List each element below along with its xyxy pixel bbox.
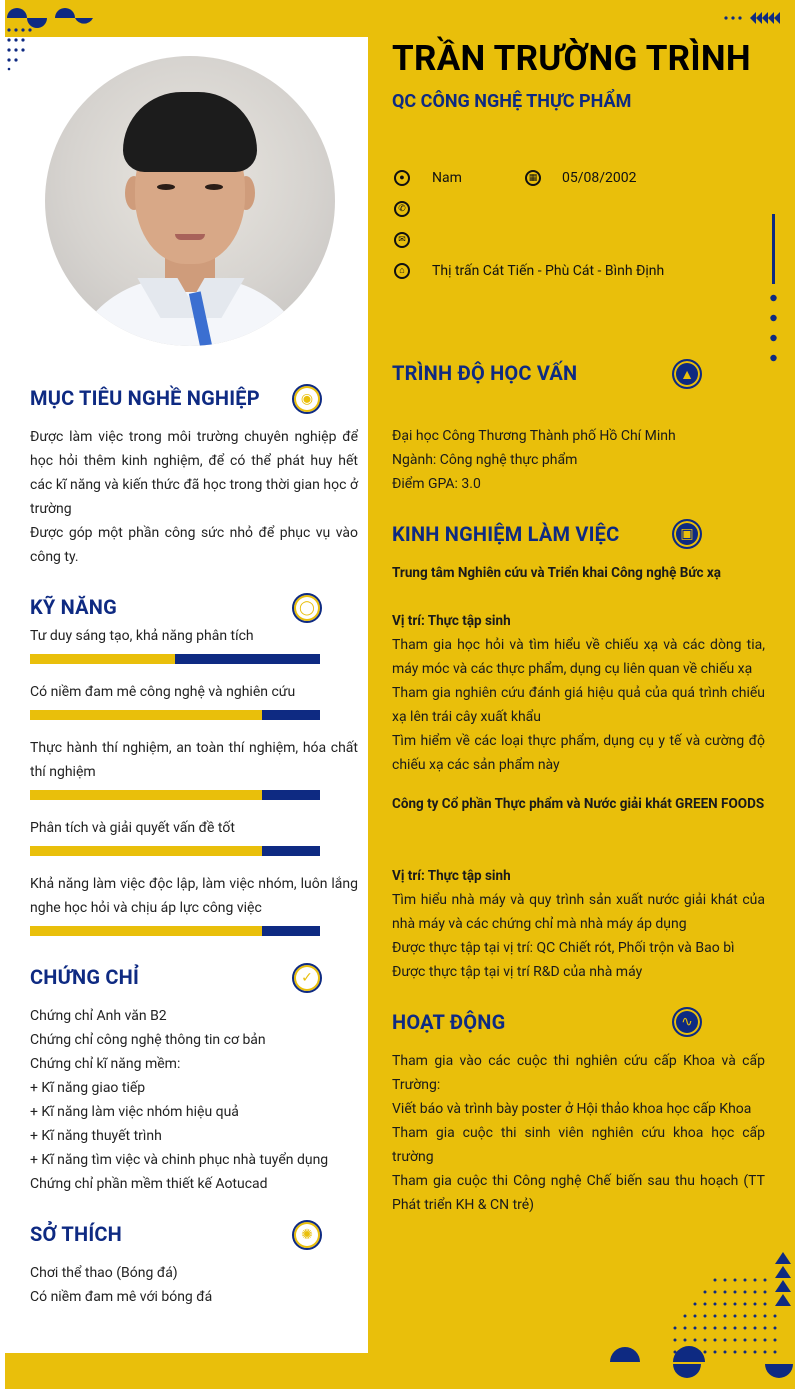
skill-label: Tư duy sáng tạo, khả năng phân tích [30,628,254,644]
experience-job [392,561,765,585]
list-item: Viết báo và trình bày poster ở Hội thảo khoa học cấp Khoa [392,1101,752,1117]
experience-heading: KINH NGHIỆM LÀM VIỆC [392,522,620,546]
list-item: + Kĩ năng thuyết trình [30,1128,162,1144]
skill-label: Khả năng làm việc độc lập, làm việc nhóm, luôn lắng nghe học hỏi và chịu áp lực công việc [30,876,358,916]
company-name: Trung tâm Nghiên cứu và Triển khai Công nghệ Bức xạ [392,565,722,581]
gender-value: Nam [432,170,462,186]
skill-bar [30,710,320,720]
list-item: Chơi thể thao (Bóng đá) [30,1265,178,1281]
birthday-value: 05/08/2002 [562,170,637,186]
address-value: Thị trấn Cát Tiến - Phù Cát - Bình Định [432,263,665,279]
task: Được thực tập tại vị trí: QC Chiết rót, Phối trộn và Bao bì [392,940,735,956]
decor-top-left [5,4,95,74]
activities-heading: HOẠT ĐỘNG [392,1010,506,1034]
certificates-list [30,1004,358,1196]
bottom-band [5,1353,368,1389]
list-item: Tham gia vào các cuộc thi nghiên cứu cấp Khoa và cấp Trường: [392,1053,765,1093]
user-icon: ● [394,170,410,186]
email-icon: ✉ [394,232,410,248]
gpa: Điểm GPA: 3.0 [392,476,481,492]
decor-right-line [766,212,782,364]
lightbulb-icon: ◯ [292,593,322,623]
list-item: Chứng chỉ Anh văn B2 [30,1008,167,1024]
position: Vị trí: Thực tập sinh [392,868,511,884]
skill-label: Có niềm đam mê công nghệ và nghiên cứu [30,684,296,700]
task: Tham gia nghiên cứu đánh giá hiệu quả của quá trình chiếu xạ lên trái cây xuất khẩu [392,685,765,725]
home-icon: ⌂ [394,263,410,279]
phone-icon: ✆ [394,201,410,217]
list-item: Chứng chỉ công nghệ thông tin cơ bản [30,1032,266,1048]
briefcase-icon: ▣ [672,519,702,549]
list-item: + Kĩ năng làm việc nhóm hiệu quả [30,1104,239,1120]
list-item: Có niềm đam mê với bóng đá [30,1289,213,1305]
skill-bar [30,846,320,856]
major: Ngành: Công nghệ thực phẩm [392,452,578,468]
skill-bar [30,926,320,936]
skill-bar [30,654,320,664]
hobbies-list [30,1261,358,1309]
task: Được thực tập tại vị trí R&D của nhà máy [392,964,643,980]
certificates-heading: CHỨNG CHỈ [30,965,140,989]
education-details [392,424,765,496]
job-title: QC CÔNG NGHỆ THỰC PHẨM [392,91,632,112]
objective-heading: MỤC TIÊU NGHỀ NGHIỆP [30,386,260,410]
skills-heading: KỸ NĂNG [30,595,117,619]
list-item: Chứng chỉ phần mềm thiết kế Aotucad [30,1176,268,1192]
puzzle-icon: ✺ [292,1220,322,1250]
experience-job-details [392,609,765,777]
experience-job-details [392,864,765,984]
target-icon: ◉ [292,384,322,414]
list-item: + Kĩ năng giao tiếp [30,1080,146,1096]
objective-paragraph: Được làm việc trong môi trường chuyên nghiệp để học hỏi thêm kinh nghiệm, để có thể phát huy hết các kĩ năng và kiến thức đã học trong thời gian học ở trường [30,429,358,517]
list-item: Tham gia cuộc thi sinh viên nghiên cứu khoa học cấp trường [392,1125,765,1165]
education-heading: TRÌNH ĐỘ HỌC VẤN [392,361,578,385]
task: Tìm hiểm về các loại thực phẩm, dụng cụ y tế và cường độ chiếu xạ các sản phẩm này [392,733,765,773]
activities-list [392,1049,765,1217]
calendar-icon: ▦ [525,170,541,186]
list-item: + Kĩ năng tìm việc và chinh phục nhà tuyển dụng [30,1152,329,1168]
skill-label: Phân tích và giải quyết vấn đề tốt [30,820,235,836]
activity-pulse-icon: ∿ [672,1007,702,1037]
list-item: Tham gia cuộc thi Công nghệ Chế biến sau thu hoạch (TT Phát triển KH & CN trẻ) [392,1173,765,1213]
decor-top-right [722,10,782,26]
company-name: Công ty Cổ phần Thực phẩm và Nước giải khát GREEN FOODS [392,796,765,812]
skill-label: Thực hành thí nghiệm, an toàn thí nghiệm, hóa chất thí nghiệm [30,740,358,780]
hobbies-heading: SỞ THÍCH [30,1222,122,1246]
task: Tham gia học hỏi và tìm hiểu về chiếu xạ và các dòng tia, máy móc và các thực phẩm, dụng cụ liên quan về chiếu xạ [392,637,765,677]
school-name: Đại học Công Thương Thành phố Hồ Chí Minh [392,428,676,444]
list-item: Chứng chỉ kĩ năng mềm: [30,1056,181,1072]
task: Tìm hiểu nhà máy và quy trình sản xuất nước giải khát của nhà máy và các chứng chỉ mà nhà máy áp dụng [392,892,765,932]
position: Vị trí: Thực tập sinh [392,613,511,629]
badge-icon: ✓ [292,963,322,993]
candidate-name: TRẦN TRƯỜNG TRÌNH [392,38,751,79]
graduation-cap-icon: ▲ [672,359,702,389]
decor-bottom-right [605,1250,800,1389]
objective-text [30,425,358,569]
profile-photo [45,56,335,346]
skill-bar [30,790,320,800]
objective-paragraph: Được góp một phần công sức nhỏ để phục vụ vào công ty. [30,525,358,565]
experience-job [392,792,765,816]
